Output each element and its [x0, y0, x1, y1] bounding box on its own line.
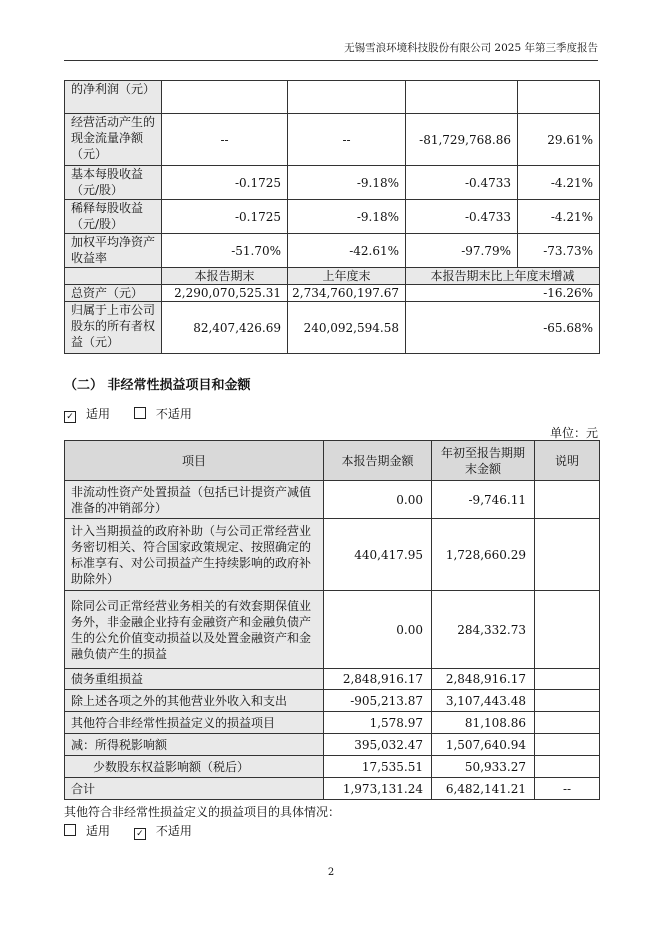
column-header: 上年度末: [288, 268, 406, 285]
cell: [535, 712, 600, 734]
cell: 2,734,760,197.67: [288, 285, 406, 302]
empty-box-icon: [134, 407, 146, 419]
table-row: [65, 734, 600, 756]
cell: 2,848,916.17: [432, 669, 535, 690]
cell: 82,407,426.69: [162, 302, 288, 354]
table-row: [65, 712, 600, 734]
row-label: 加权平均净资产收益率: [65, 234, 162, 268]
option-applicable[interactable]: [64, 407, 120, 421]
cell: -9.18%: [288, 166, 406, 200]
cell: -4.21%: [518, 166, 600, 200]
cell: 395,032.47: [324, 734, 432, 756]
cell: -0.4733: [406, 200, 518, 234]
cell: [535, 756, 600, 778]
item-label: 少数股东权益影响额（税后）: [65, 756, 324, 778]
row-label: 稀释每股收益（元/股）: [65, 200, 162, 234]
option-label: 不适用: [155, 824, 192, 838]
cell: [535, 669, 600, 690]
table-row: [65, 166, 600, 200]
column-header: 本报告期末比上年度末增减: [406, 268, 600, 285]
row-label: 的净利润（元）: [65, 81, 162, 114]
cell: 6,482,141.21: [432, 778, 535, 800]
column-header: 本报告期金额: [324, 441, 432, 481]
table-row: [65, 591, 600, 669]
cell: 50,933.27: [432, 756, 535, 778]
key-financials-table: [64, 80, 600, 354]
page-number: 2: [327, 867, 335, 878]
cell: 17,535.51: [324, 756, 432, 778]
row-label: 经营活动产生的现金流量净额（元）: [65, 114, 162, 166]
cell: 0.00: [324, 591, 432, 669]
cell: [162, 81, 288, 114]
cell: 1,973,131.24: [324, 778, 432, 800]
item-label: 减：所得税影响额: [65, 734, 324, 756]
column-header: 年初至报告期期末金额: [432, 441, 535, 481]
cell: [288, 81, 406, 114]
cell: -97.79%: [406, 234, 518, 268]
table-row: [65, 481, 600, 519]
table-row: [65, 114, 600, 166]
cell: -0.1725: [162, 200, 288, 234]
table-row: [65, 690, 600, 712]
cell: 3,107,443.48: [432, 690, 535, 712]
table-row: [65, 81, 600, 114]
report-header: 无锡雪浪环境科技股份有限公司 2025 年第三季度报告: [64, 40, 598, 61]
table-header-row: [65, 441, 600, 481]
column-header: 本报告期末: [162, 268, 288, 285]
unit-label: 单位：元: [549, 426, 598, 440]
cell: 1,507,640.94: [432, 734, 535, 756]
column-header: 项目: [65, 441, 324, 481]
row-label: 总资产（元）: [65, 285, 162, 302]
applicability-options: [64, 405, 212, 423]
cell: -9.18%: [288, 200, 406, 234]
checked-box-icon: ✓: [134, 828, 146, 840]
cell: 0.00: [324, 481, 432, 519]
column-header: 说明: [535, 441, 600, 481]
cell: [518, 81, 600, 114]
cell: 81,108.86: [432, 712, 535, 734]
cell: --: [535, 778, 600, 800]
table-row: [65, 756, 600, 778]
cell: -73.73%: [518, 234, 600, 268]
table-row: [65, 302, 600, 354]
item-label: 合计: [65, 778, 324, 800]
cell: 1,728,660.29: [432, 519, 535, 591]
other-items-note: 其他符合非经常性损益定义的损益项目的具体情况：: [64, 805, 341, 819]
cell: 2,848,916.17: [324, 669, 432, 690]
table-total-row: [65, 778, 600, 800]
non-recurring-items-table: [64, 440, 600, 800]
cell: [406, 81, 518, 114]
item-label: 非流动性资产处置损益（包括已计提资产减值准备的冲销部分）: [65, 481, 324, 519]
cell: [535, 481, 600, 519]
table-subheader: [65, 268, 600, 285]
cell: 440,417.95: [324, 519, 432, 591]
empty-box-icon: [64, 824, 76, 836]
table-row: [65, 519, 600, 591]
blank-cell: [65, 268, 162, 285]
item-label: 其他符合非经常性损益定义的损益项目: [65, 712, 324, 734]
cell: [535, 519, 600, 591]
table-row: [65, 200, 600, 234]
cell: 1,578.97: [324, 712, 432, 734]
cell: 284,332.73: [432, 591, 535, 669]
cell: -16.26%: [406, 285, 600, 302]
cell: [535, 734, 600, 756]
table-row: [65, 285, 600, 302]
item-label: 债务重组损益: [65, 669, 324, 690]
option-label: 适用: [86, 824, 111, 838]
row-label: 归属于上市公司股东的所有者权益（元）: [65, 302, 162, 354]
option-applicable[interactable]: [64, 824, 120, 838]
table-row: [65, 669, 600, 690]
cell: -51.70%: [162, 234, 288, 268]
applicability-options-2: [64, 822, 212, 840]
row-label: 基本每股收益（元/股）: [65, 166, 162, 200]
cell: 2,290,070,525.31: [162, 285, 288, 302]
checked-box-icon: ✓: [64, 411, 76, 423]
cell: 240,092,594.58: [288, 302, 406, 354]
cell: -0.4733: [406, 166, 518, 200]
option-label: 不适用: [155, 407, 192, 421]
option-label: 适用: [86, 407, 111, 421]
cell: [535, 591, 600, 669]
cell: -905,213.87: [324, 690, 432, 712]
cell: -65.68%: [406, 302, 600, 354]
cell: -9,746.11: [432, 481, 535, 519]
cell: -42.61%: [288, 234, 406, 268]
cell: -0.1725: [162, 166, 288, 200]
table-row: [65, 234, 600, 268]
cell: --: [162, 114, 288, 166]
item-label: 计入当期损益的政府补助（与公司正常经营业务密切相关、符合国家政策规定、按照确定的标准享有、对公司损益产生持续影响的政府补助除外）: [65, 519, 324, 591]
option-not-applicable[interactable]: [134, 824, 202, 838]
section-title: （二） 非经常性损益项目和金额: [64, 378, 251, 393]
cell: -4.21%: [518, 200, 600, 234]
cell: --: [288, 114, 406, 166]
item-label: 除同公司正常经营业务相关的有效套期保值业务外，非金融企业持有金融资产和金融负债产生的公允价值变动损益以及处置金融资产和金融负债产生的损益: [65, 591, 324, 669]
cell: 29.61%: [518, 114, 600, 166]
cell: -81,729,768.86: [406, 114, 518, 166]
item-label: 除上述各项之外的其他营业外收入和支出: [65, 690, 324, 712]
option-not-applicable[interactable]: [134, 407, 202, 421]
cell: [535, 690, 600, 712]
